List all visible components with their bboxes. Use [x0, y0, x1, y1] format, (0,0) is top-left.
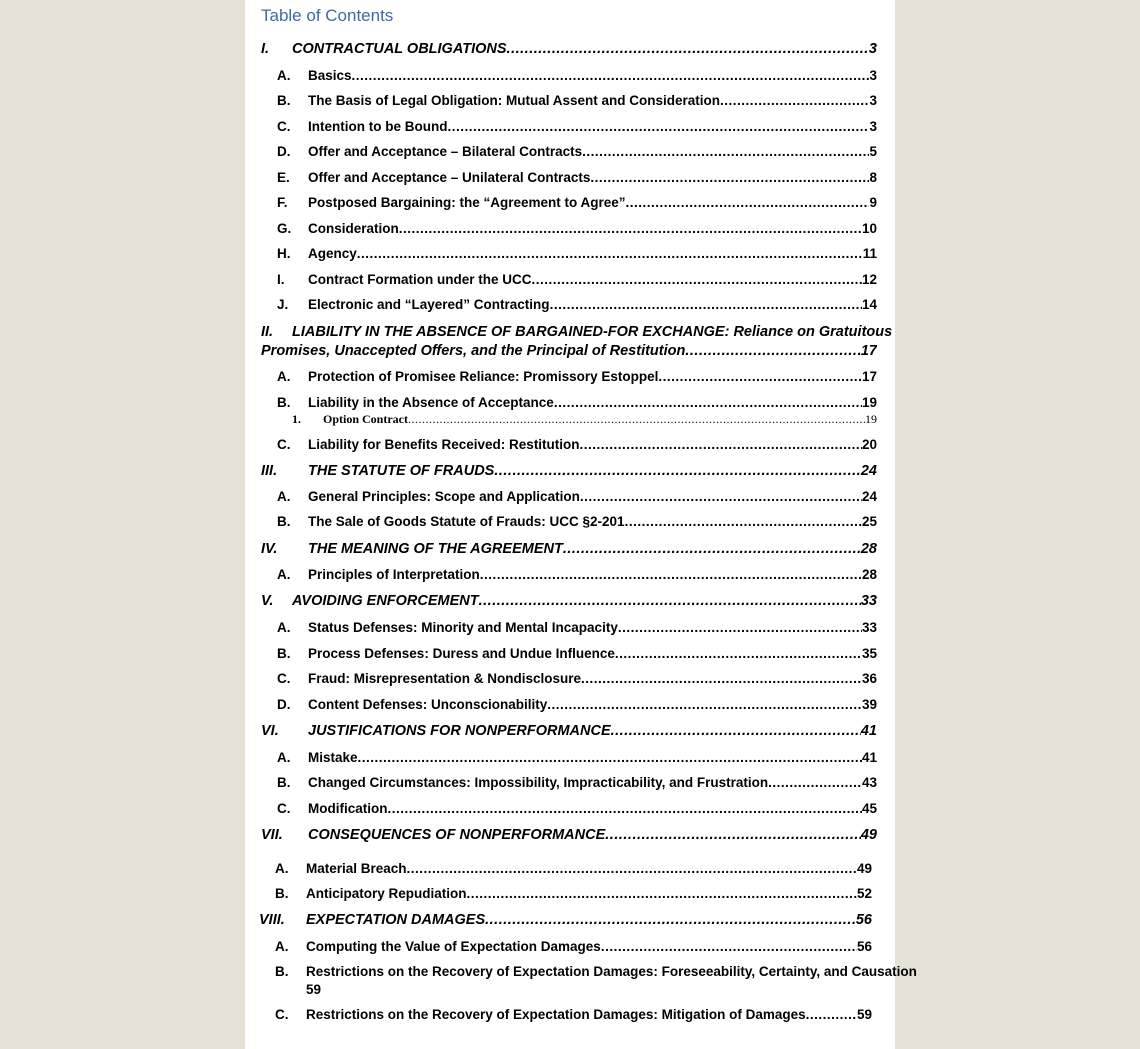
- entry-page: 45: [861, 801, 877, 816]
- leader-dots: [626, 194, 870, 212]
- entry-page: 9: [869, 195, 877, 210]
- entry-title: Content Defenses: Unconscionability: [308, 697, 548, 712]
- entry-number: B.: [275, 964, 289, 979]
- entry-number: B.: [277, 93, 291, 108]
- entry-number: IV.: [261, 541, 278, 557]
- leader-dots: [563, 540, 861, 558]
- entry-title: Liability for Benefits Received: Restitution: [308, 437, 580, 452]
- entry-page: 11: [862, 246, 877, 261]
- entry-page: 19: [861, 395, 877, 410]
- entry-page: 8: [869, 170, 877, 185]
- entry-number: A.: [275, 861, 289, 876]
- entry-number: VII.: [261, 827, 283, 843]
- entry-number: A.: [277, 620, 291, 635]
- leader-dots: [467, 885, 857, 903]
- toc-entry-chapter[interactable]: [261, 323, 893, 361]
- entry-title: Fraud: Misrepresentation & Nondisclosure: [308, 671, 582, 686]
- entry-number: H.: [277, 246, 291, 261]
- entry-page: 3: [868, 41, 877, 57]
- entry-title: Mistake: [308, 750, 358, 765]
- entry-title: The Sale of Goods Statute of Frauds: UCC §2-201: [308, 514, 625, 529]
- leader-dots: [352, 67, 870, 85]
- entry-number: D.: [277, 144, 291, 159]
- entry-title: Contract Formation under the UCC: [308, 272, 532, 287]
- entry-page: 19: [865, 412, 877, 426]
- entry-number: C.: [277, 801, 291, 816]
- entry-page: 14: [861, 297, 877, 312]
- entry-title: Computing the Value of Expectation Damages: [306, 939, 601, 954]
- leader-dots: [480, 566, 862, 584]
- entry-number: I.: [261, 41, 270, 57]
- leader-dots: [615, 645, 862, 663]
- leader-dots: [581, 670, 862, 688]
- leader-dots: [618, 619, 862, 637]
- entry-title: Restrictions on the Recovery of Expectation Damages: Foreseeability, Certainty, and Causation: [306, 964, 917, 979]
- entry-title: Restrictions on the Recovery of Expectation Damages: Mitigation of Damages: [306, 1007, 806, 1022]
- entry-title: THE STATUTE OF FRAUDS: [308, 463, 495, 479]
- entry-page: 41: [861, 750, 877, 765]
- entry-number: A.: [277, 68, 291, 83]
- entry-page: 25: [861, 514, 877, 529]
- entry-page: 28: [860, 541, 877, 557]
- entry-page: 3: [869, 68, 877, 83]
- entry-page: 41: [860, 723, 877, 739]
- entry-title: Intention to be Bound: [308, 119, 448, 134]
- entry-page: 3: [869, 93, 877, 108]
- entry-title: Process Defenses: Duress and Undue Influence: [308, 646, 615, 661]
- entry-title: Liability in the Absence of Acceptance: [308, 395, 554, 410]
- entry-number: B.: [277, 646, 291, 661]
- leader-dots: [625, 513, 862, 531]
- leader-dots: [806, 1006, 857, 1024]
- entry-title: Agency: [308, 246, 357, 261]
- entry-number: B.: [275, 886, 289, 901]
- entry-title: Offer and Acceptance – Bilateral Contracts: [308, 144, 583, 159]
- entry-page: 17: [860, 343, 877, 359]
- entry-title: Principles of Interpretation: [308, 567, 480, 582]
- entry-page: 33: [860, 593, 877, 609]
- entry-title: Postposed Bargaining: the “Agreement to Agree”: [308, 195, 626, 210]
- leader-dots: [388, 800, 862, 818]
- entry-page: 56: [856, 939, 872, 954]
- entry-title: General Principles: Scope and Application: [308, 489, 580, 504]
- entry-title: Basics: [308, 68, 352, 83]
- entry-title: Consideration: [308, 221, 399, 236]
- entry-number: I.: [277, 272, 285, 287]
- entry-page: 43: [861, 775, 877, 790]
- entry-number: B.: [277, 395, 291, 410]
- entry-title: Protection of Promisee Reliance: Promissory Estoppel: [308, 369, 659, 384]
- entry-page: 3: [869, 119, 877, 134]
- leader-dots: [358, 749, 862, 767]
- leader-dots: [494, 462, 861, 480]
- toc-title: Table of Contents: [261, 6, 394, 25]
- entry-number: B.: [277, 775, 291, 790]
- entry-number: C.: [277, 437, 291, 452]
- entry-page: 5: [869, 144, 877, 159]
- leader-dots: [479, 592, 861, 610]
- leader-dots: [605, 826, 861, 844]
- leader-dots: [582, 143, 869, 161]
- leader-dots: [580, 436, 862, 454]
- entry-number: A.: [275, 939, 289, 954]
- entry-number: VIII.: [259, 912, 285, 928]
- entry-title: AVOIDING ENFORCEMENT: [292, 593, 479, 609]
- leader-dots: [685, 342, 861, 360]
- entry-title: Changed Circumstances: Impossibility, Impracticability, and Frustration: [308, 775, 769, 790]
- entry-number: E.: [277, 170, 290, 185]
- entry-title: Status Defenses: Minority and Mental Incapacity: [308, 620, 618, 635]
- entry-page: 36: [861, 671, 877, 686]
- entry-title: Modification: [308, 801, 388, 816]
- entry-title: The Basis of Legal Obligation: Mutual Assent and Consideration: [308, 93, 721, 108]
- leader-dots: [408, 412, 865, 426]
- leader-dots: [507, 40, 869, 58]
- entry-number: J.: [277, 297, 289, 312]
- leader-dots: [550, 296, 862, 314]
- document-page: [245, 0, 917, 1049]
- entry-page: 28: [861, 567, 877, 582]
- entry-page: 35: [861, 646, 877, 661]
- entry-title: Offer and Acceptance – Unilateral Contracts: [308, 170, 591, 185]
- entry-title: Promises, Unaccepted Offers, and the Principal of Restitution: [261, 343, 686, 359]
- leader-dots: [590, 169, 869, 187]
- entry-number: II.: [261, 324, 274, 340]
- entry-number: VI.: [261, 723, 279, 739]
- leader-dots: [768, 774, 862, 792]
- leader-dots: [485, 911, 856, 929]
- entry-number: A.: [277, 750, 291, 765]
- entry-title: CONTRACTUAL OBLIGATIONS: [292, 41, 507, 57]
- entry-page: 49: [860, 827, 877, 843]
- entry-title: Option Contract: [323, 412, 408, 426]
- entry-page: 24: [860, 463, 877, 479]
- entry-title: EXPECTATION DAMAGES: [306, 912, 486, 928]
- entry-number: G.: [277, 221, 292, 236]
- entry-title: CONSEQUENCES OF NONPERFORMANCE: [308, 827, 606, 843]
- leader-dots: [399, 220, 862, 238]
- leader-dots: [658, 368, 862, 386]
- entry-page: 17: [861, 369, 877, 384]
- entry-page: 33: [861, 620, 877, 635]
- entry-number: A.: [277, 489, 291, 504]
- leader-dots: [611, 722, 861, 740]
- entry-number: B.: [277, 514, 291, 529]
- entry-title: Anticipatory Repudiation: [306, 886, 467, 901]
- entry-page: 24: [861, 489, 877, 504]
- entry-number: 1.: [292, 412, 301, 426]
- leader-dots: [601, 938, 857, 956]
- entry-page: 59: [856, 1007, 872, 1022]
- entry-page: 12: [861, 272, 877, 287]
- entry-title: Material Breach: [306, 861, 407, 876]
- entry-title: Electronic and “Layered” Contracting: [308, 297, 550, 312]
- toc-entry-section[interactable]: [275, 963, 917, 999]
- entry-title: JUSTIFICATIONS FOR NONPERFORMANCE: [308, 723, 611, 739]
- entry-page: 20: [861, 437, 877, 452]
- leader-dots: [547, 696, 862, 714]
- entry-page: 59: [306, 982, 322, 997]
- leader-dots: [447, 118, 869, 136]
- entry-page: 49: [856, 861, 872, 876]
- entry-number: C.: [277, 671, 291, 686]
- entry-number: C.: [275, 1007, 289, 1022]
- entry-number: F.: [277, 195, 288, 210]
- entry-number: A.: [277, 567, 291, 582]
- leader-dots: [580, 488, 862, 506]
- entry-number: D.: [277, 697, 291, 712]
- entry-number: C.: [277, 119, 291, 134]
- entry-page: 56: [855, 912, 872, 928]
- entry-title-line1: LIABILITY IN THE ABSENCE OF BARGAINED-FOR EXCHANGE: Reliance on Gratuitous: [292, 324, 893, 340]
- entry-page: 39: [861, 697, 877, 712]
- entry-number: A.: [277, 369, 291, 384]
- leader-dots: [357, 245, 863, 263]
- leader-dots: [407, 860, 857, 878]
- entry-title: THE MEANING OF THE AGREEMENT: [308, 541, 563, 557]
- leader-dots: [554, 394, 862, 412]
- entry-page: 52: [856, 886, 872, 901]
- entry-number: III.: [261, 463, 278, 479]
- entry-number: V.: [261, 593, 274, 609]
- entry-page: 10: [861, 221, 877, 236]
- leader-dots: [532, 271, 862, 289]
- leader-dots: [720, 92, 869, 110]
